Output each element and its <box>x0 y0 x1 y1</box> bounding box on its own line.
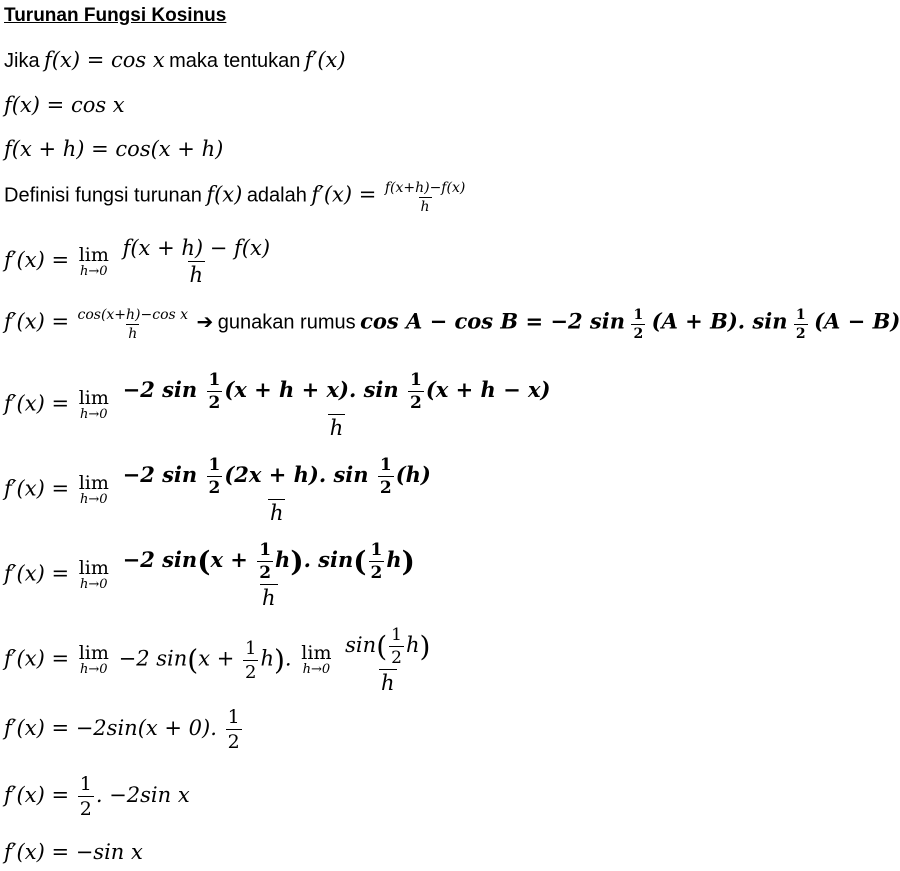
eq-cos-difference: f′(x) = $\frac{\text{cos(x+h)−cos x}}{h}$ ➔ gunakan rumus cos A − cos B = −2 sin $\frac{1}{2}$ (A + B). sin $\frac{1}{2}$ (A − B) <box>4 307 900 342</box>
arrow-icon: ➔ <box>196 309 214 334</box>
fraction: $\frac{f(x + h) - f(x)}{h}$ <box>122 236 271 287</box>
math-fx-cos: f(x) = cos x <box>44 48 165 72</box>
eq-step-1: f′(x) = lim h→0 −2 sin $\frac{1}{2}$ (x + h + x). sin $\frac{1}{2}$ (x + h − x) h <box>4 370 551 440</box>
limit-operator: lim h→0 <box>78 642 109 677</box>
eq-fx: f(x) = cos x <box>4 93 125 117</box>
eq-step-4: f′(x) = lim h→0 −2 sin(x + $\frac{1}{2}$ h). lim h→0 sin( $\frac{1}{2}$ h) h <box>4 625 431 695</box>
small-fraction: $\frac{f(x+h)-f(x)}{h}$ <box>384 180 466 215</box>
problem-statement <box>4 48 346 73</box>
eq-step-6: f′(x) = $\frac{1}{2}$ . −2sin x <box>4 773 190 820</box>
half-fraction: $\frac{1}{2}$ <box>633 307 644 342</box>
math-fprime: f′(x) <box>304 48 346 72</box>
half-fraction: $\frac{1}{2}$ <box>79 773 92 820</box>
half-fraction: $\frac{1}{2}$ <box>227 706 240 753</box>
limit-operator: lim h→0 <box>78 243 109 279</box>
math-fprime-eq: f′(x) = <box>311 182 377 207</box>
small-fraction: $\frac{\text{cos(x+h)−cos x}}{h}$ <box>77 307 189 342</box>
limit-operator: lim h→0 <box>301 642 332 677</box>
eq-step-5: f′(x) = −2sin(x + 0). $\frac{1}{2}$ <box>4 706 240 753</box>
limit-operator: lim h→0 <box>78 472 109 507</box>
text-gunakan: gunakan rumus <box>217 311 356 334</box>
half-fraction: $\frac{1}{2}$ <box>795 307 806 342</box>
math-fx: f(x) <box>206 182 243 207</box>
definition-line <box>4 180 469 215</box>
text-definisi: Definisi fungsi turunan <box>4 184 202 207</box>
page-title: Turunan Fungsi Kosinus <box>4 5 227 26</box>
eq-step-3: f′(x) = lim h→0 −2 sin(x + $\frac{1}{2}$ h). sin( $\frac{1}{2}$ h) h <box>4 540 415 610</box>
text-jika: Jika <box>4 50 40 72</box>
eq-step-2: f′(x) = lim h→0 −2 sin $\frac{1}{2}$ (2x + h). sin $\frac{1}{2}$ (h) h <box>4 455 431 525</box>
limit-operator: lim h→0 <box>78 557 109 592</box>
eq-limit-definition: f′(x) = lim h→0 $\frac{f(x + h) - f(x)}{h}$ <box>4 236 271 287</box>
eq-result: f′(x) = −sin x <box>4 840 143 864</box>
fraction: −2 sin(x + $\frac{1}{2}$ h). sin( $\frac{1}{2}$ h) h <box>122 540 415 610</box>
text-maka: maka tentukan <box>169 50 301 72</box>
eq-fxh: f(x + h) = cos(x + h) <box>4 137 224 161</box>
formula-cos-diff: cos A − cos B = −2 sin <box>360 308 625 334</box>
limit-operator: lim h→0 <box>78 387 109 422</box>
fraction: −2 sin $\frac{1}{2}$ (2x + h). sin $\frac{1}{2}$ (h) h <box>122 455 431 525</box>
text-adalah: adalah <box>246 184 307 207</box>
fraction: −2 sin $\frac{1}{2}$ (x + h + x). sin $\frac{1}{2}$ (x + h − x) h <box>122 370 551 440</box>
fraction: sin( $\frac{1}{2}$ h) h <box>345 625 431 695</box>
